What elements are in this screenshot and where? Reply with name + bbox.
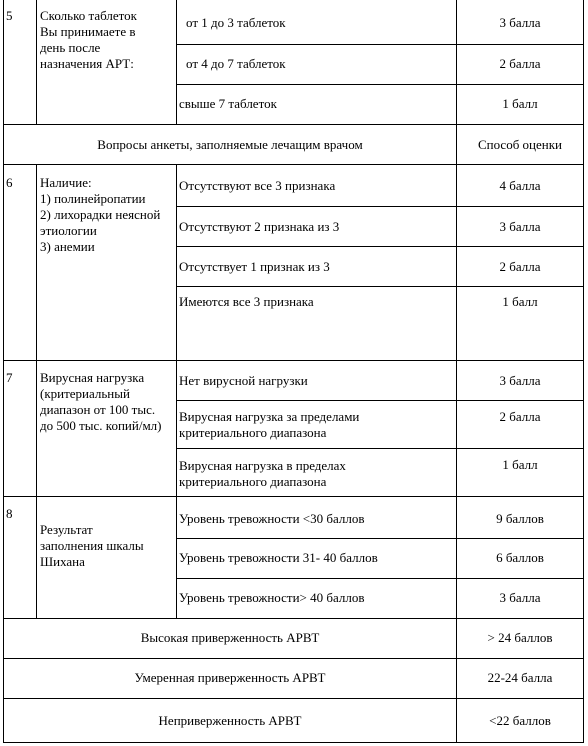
question-text xyxy=(40,522,144,570)
answer-option: Уровень тревожности <30 баллов xyxy=(179,511,365,526)
score-value: 1 балл xyxy=(502,96,538,111)
row-divider xyxy=(176,206,584,207)
question-number: 7 xyxy=(6,370,13,385)
question-line: 2) лихорадки неясной xyxy=(40,207,161,222)
answer-line: критериального диапазона xyxy=(179,425,327,440)
answer-option: Отсутствует 1 признак из 3 xyxy=(179,259,330,274)
answer-option: от 4 до 7 таблеток xyxy=(186,56,286,71)
question-line: Наличие: xyxy=(40,175,92,190)
score-value: 2 балла xyxy=(499,259,541,274)
score-value: 1 балл xyxy=(502,294,538,309)
row-divider xyxy=(3,698,584,699)
answer-option: Отсутствуют 2 признака из 3 xyxy=(179,219,340,234)
answer-option: Отсутствуют все 3 признака xyxy=(179,178,336,193)
row-divider xyxy=(3,360,584,361)
row-divider xyxy=(3,124,584,125)
row-divider xyxy=(176,44,584,45)
question-line: Шихана xyxy=(40,554,85,569)
score-value: 2 балла xyxy=(499,56,541,71)
row-divider xyxy=(176,84,584,85)
answer-option: свыше 7 таблеток xyxy=(179,96,277,111)
question-number: 6 xyxy=(6,175,13,190)
question-number: 5 xyxy=(6,8,13,23)
score-value: 3 балла xyxy=(499,15,541,30)
row-divider xyxy=(3,618,584,619)
question-line: Вы принимаете в xyxy=(40,24,136,39)
answer-option: Уровень тревожности> 40 баллов xyxy=(179,590,365,605)
row-divider xyxy=(3,164,584,165)
answer-line: Вирусная нагрузка в пределах xyxy=(179,458,346,473)
score-value: 2 балла xyxy=(499,409,541,424)
score-value: 1 балл xyxy=(502,457,538,472)
score-value: 4 балла xyxy=(499,178,541,193)
question-line: Сколько таблеток xyxy=(40,8,137,23)
row-divider xyxy=(176,538,584,539)
question-line: диапазон от 100 тыс. xyxy=(40,402,156,417)
question-text xyxy=(40,175,160,255)
answer-option xyxy=(179,458,346,490)
score-value: 3 балла xyxy=(499,219,541,234)
row-divider xyxy=(3,496,584,497)
summary-value: <22 баллов xyxy=(489,713,551,728)
score-value: 3 балла xyxy=(499,373,541,388)
question-line: назначения АРТ: xyxy=(40,56,134,71)
question-text xyxy=(40,370,161,434)
score-value: 9 баллов xyxy=(496,511,544,526)
summary-label: Неприверженность АРВТ xyxy=(158,713,302,728)
question-line: день после xyxy=(40,40,101,55)
answer-option: Нет вирусной нагрузки xyxy=(179,373,308,388)
question-line: Вирусная нагрузка xyxy=(40,370,145,385)
question-line: этиологии xyxy=(40,223,97,238)
question-line: заполнения шкалы xyxy=(40,538,144,553)
question-line: 1) полинейропатии xyxy=(40,191,146,206)
col-divider xyxy=(36,164,37,618)
question-line: до 500 тыс. копий/мл) xyxy=(40,418,162,433)
question-line: 3) анемии xyxy=(40,239,95,254)
row-divider xyxy=(176,448,584,449)
question-number: 8 xyxy=(6,506,13,521)
row-divider xyxy=(176,578,584,579)
score-value: 6 баллов xyxy=(496,550,544,565)
summary-label: Высокая приверженность АРВТ xyxy=(140,630,320,645)
question-line: (критериальный xyxy=(40,386,130,401)
row-divider xyxy=(176,246,584,247)
answer-line: критериального диапазона xyxy=(179,474,327,489)
col-divider xyxy=(36,0,37,124)
assessment-method-header: Способ оценки xyxy=(477,137,563,152)
row-divider xyxy=(176,286,584,287)
answer-option xyxy=(179,409,359,441)
question-line: Результат xyxy=(40,522,93,537)
col-divider xyxy=(176,164,177,618)
doctor-section-header: Вопросы анкеты, заполняемые лечащим врачом xyxy=(97,137,363,152)
answer-option: от 1 до 3 таблеток xyxy=(186,15,286,30)
summary-value: > 24 баллов xyxy=(487,630,553,645)
col-divider xyxy=(176,0,177,124)
summary-label: Умеренная приверженность АРВТ xyxy=(134,670,326,685)
table-border-bottom xyxy=(3,742,584,743)
answer-line: Вирусная нагрузка за пределами xyxy=(179,409,360,424)
answer-option: Уровень тревожности 31- 40 баллов xyxy=(179,550,378,565)
question-text xyxy=(40,8,137,72)
row-divider xyxy=(3,658,584,659)
row-divider xyxy=(176,400,584,401)
answer-option: Имеются все 3 признака xyxy=(179,294,314,309)
summary-value: 22-24 балла xyxy=(487,670,553,685)
score-value: 3 балла xyxy=(499,590,541,605)
table-border-right xyxy=(583,0,584,743)
